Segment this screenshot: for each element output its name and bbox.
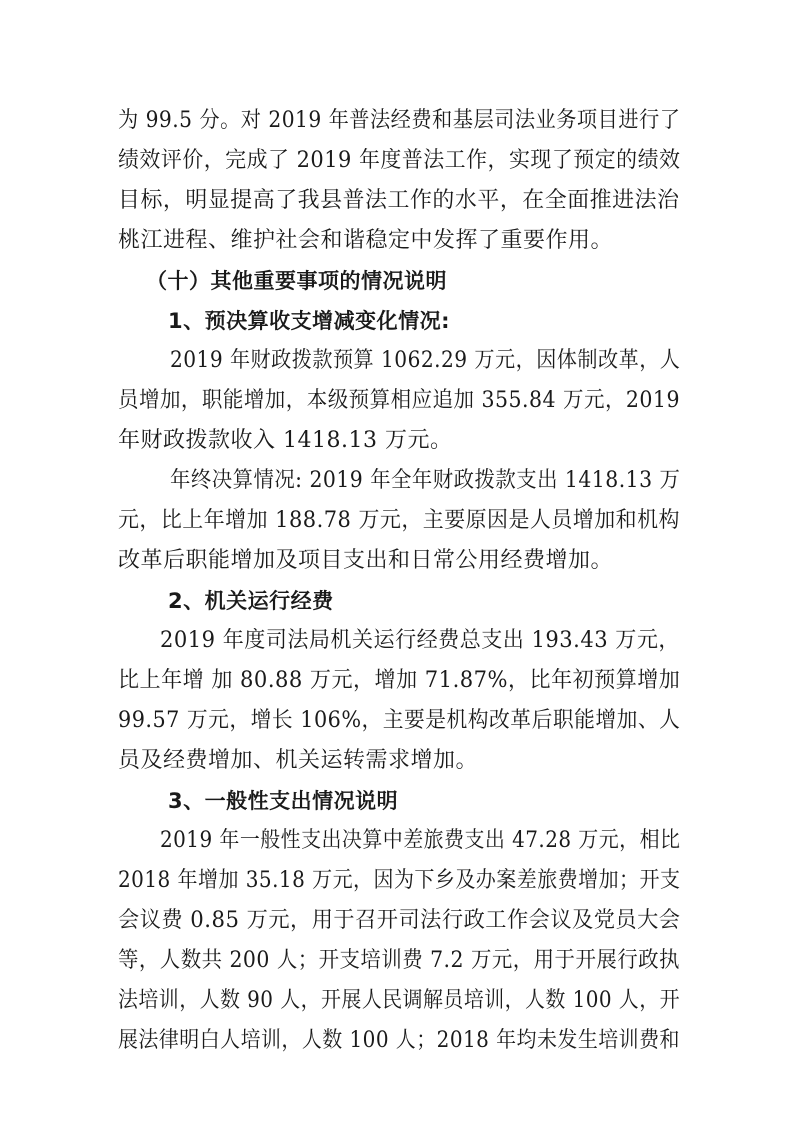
subsection-heading: 2、机关运行经费 [168,589,334,613]
paragraph-line: 目标，明显提高了我县普法工作的水平，在全面推进法治 [118,188,680,213]
paragraph-line: 员增加，职能增加，本级预算相应追加 355.84 万元，2019 [118,388,680,413]
paragraph-line: 为 99.5 分。对 2019 年普法经费和基层司法业务项目进行了 [118,108,681,133]
paragraph-line: 员及经费增加、机关运转需求增加。 [118,748,479,773]
paragraph-line: 2019 年财政拨款预算 1062.29 万元，因体制改革，人 [170,348,681,373]
paragraph-line: 2019 年一般性支出决算中差旅费支出 47.28 万元，相比 [160,828,681,853]
paragraph-line: 法培训，人数 90 人，开展人民调解员培训，人数 100 人，开 [118,988,681,1013]
paragraph-line: 等，人数共 200 人；开支培训费 7.2 万元，用于开展行政执 [118,948,680,973]
subsection-heading: 1、预决算收支增减变化情况: [168,309,451,333]
paragraph-line: 桃江进程、维护社会和谐稳定中发挥了重要作用。 [118,228,614,253]
section-heading: （十）其他重要事项的情况说明 [146,269,447,293]
paragraph-line: 99.57 万元，增长 106%，主要是机构改革后职能增加、人 [118,708,681,733]
paragraph-line: 绩效评价，完成了 2019 年度普法工作，实现了预定的绩效 [118,148,681,173]
paragraph-line: 展法律明白人培训，人数 100 人；2018 年均未发生培训费和 [118,1028,680,1053]
paragraph-line: 改革后职能增加及项目支出和日常公用经费增加。 [118,548,614,573]
paragraph-line: 比上年增 加 80.88 万元，增加 71.87%，比年初预算增加 [118,668,681,693]
paragraph-line: 会议费 0.85 万元，用于召开司法行政工作会议及党员大会 [118,908,681,933]
paragraph-line: 年财政拨款收入 1418.13 万元。 [118,428,453,453]
subsection-heading: 3、一般性支出情况说明 [168,789,399,813]
paragraph-line: 2019 年度司法局机关运行经费总支出 193.43 万元， [160,628,680,653]
paragraph-line: 元，比上年增加 188.78 万元，主要原因是人员增加和机构 [118,508,680,533]
paragraph-line: 2018 年增加 35.18 万元，因为下乡及办案差旅费增加；开支 [118,868,681,893]
paragraph-line: 年终决算情况: 2019 年全年财政拨款支出 1418.13 万 [170,468,681,493]
